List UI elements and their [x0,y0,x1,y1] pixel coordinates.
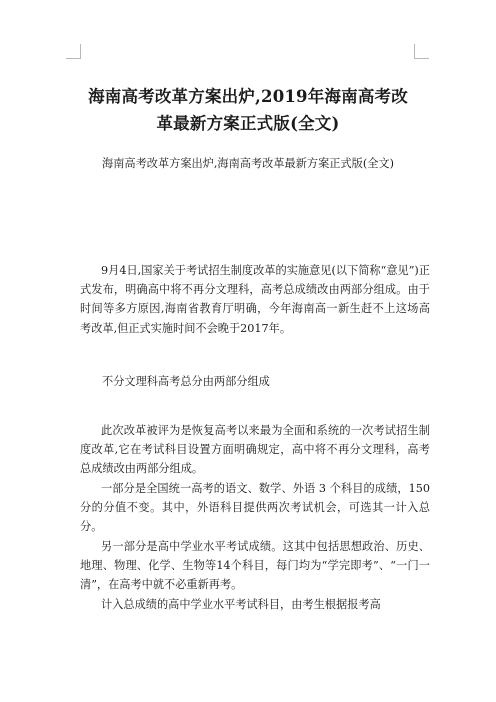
document-title [66,83,430,137]
paragraph-part-one: 一部分是全国统一高考的语文、数学、外语 3 个科目的成绩，150分的分值不变。其中，外语科目提供两次考试机会，可选其一计入总分。 [80,482,430,534]
paragraph-reform: 此次改革被评为是恢复高考以来最为全面和系统的一次考试招生制度改革,它在考试科目设置方面明确规定，高中将不再分文理科，高考总成绩改由两部分组成。 [80,424,430,476]
title-line-2: 革最新方案正式版(全文) [156,114,340,133]
paragraph-part-two: 另一部分是高中学业水平考试成绩。这其中包括思想政治、历史、地理、物理、化学、生物等14个科目，每门均为“学完即考”、“一门一清”，在高考中就不必重新再考。 [80,540,430,592]
document-subtitle: 海南高考改革方案出炉,海南高考改革最新方案正式版(全文) [102,157,394,170]
crop-mark-top-right [414,44,429,59]
title-line-1: 海南高考改革方案出炉,2019年海南高考改 [88,87,408,106]
paragraph-subjects: 计入总成绩的高中学业水平考试科目，由考生根据报考高 [101,598,381,611]
paragraph-intro: 9月4日,国家关于考试招生制度改革的实施意见(以下简称“意见”)正式发布，明确高中将不再分文理科，高考总成绩改由两部分组成。由于时间等多方原因,海南省教育厅明确，今年海南高一新生赶不上这场高考改革,但正式实施时间不会晚于2017年。 [80,264,430,335]
section-heading: 不分文理科高考总分由两部分组成 [102,375,270,388]
crop-mark-top-left [66,44,81,59]
